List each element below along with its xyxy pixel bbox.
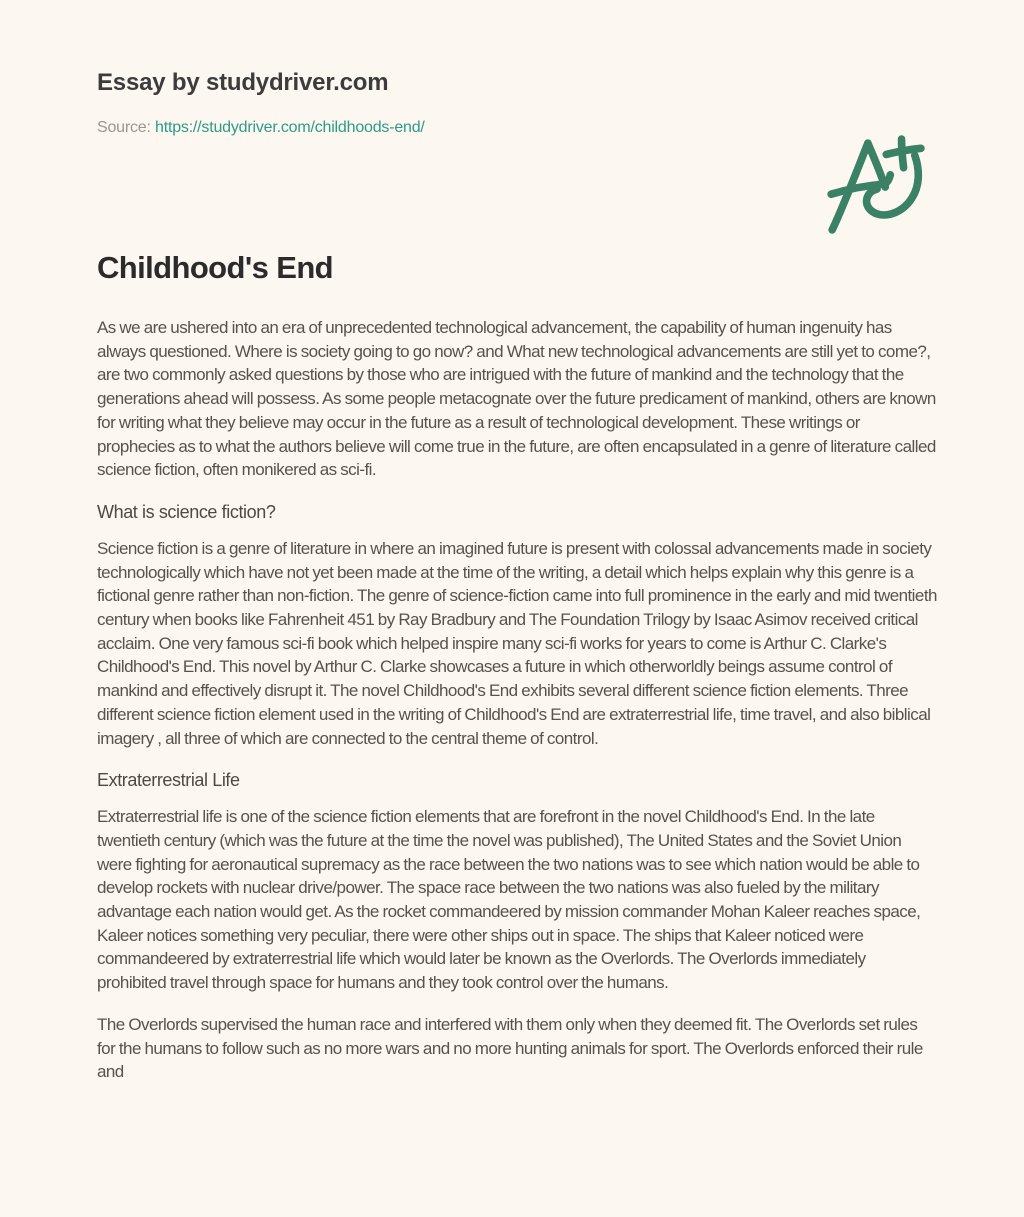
page-title: Essay by studydriver.com <box>97 69 389 96</box>
source-link[interactable]: https://studydriver.com/childhoods-end/ <box>155 119 425 136</box>
essay-title: Childhood's End <box>97 250 334 285</box>
essay-paragraph-overlords: The Overlords supervised the human race and interfered with them only when they deemed fit. The Overlords set rules for the humans to follow such as no more wars and no more hunting animals for sport. The Overlords enforced their rule and <box>97 1014 923 1082</box>
essay-paragraph-science-fiction: Science fiction is a genre of literature in where an imagined future is present with colossal advancements made in society technologically which have not yet been made at the time of the writing, a detail which helps explain why this genre is a fictional genre rather than non-fiction. The genre of science-fiction came into full prominence in the early and mid twentieth century when books like Fahrenheit 451 by Ray Bradbury and The Foundation Trilogy by Isaac Asimov received critical acclaim. One very famous sci-fi book which helped inspire many sci-fi works for years to come is Arthur C. Clarke's Childhood's End. This novel by Arthur C. Clarke showcases a future in which otherworldly beings assume control of mankind and effectively disrupt it. The novel Childhood's End exhibits several different science fiction elements. Three different science fiction element used in the writing of Childhood's End are extraterrestrial life, time travel, and also biblical imagery , all three of which are connected to the central theme of control. <box>97 538 937 748</box>
essay-paragraph-extraterrestrial-life: Extraterrestrial life is one of the science fiction elements that are forefront in the novel Childhood's End. In the late twentieth century (which was the future at the time the novel was published), The United States and the Soviet Union were fighting for aeronautical supremacy as the race between the two nations was to see which nation would be able to develop rockets with nuclear drive/power. The space race between the two nations was also fueled by the military advantage each nation would get. As the rocket commandeered by mission commander Mohan Kaleer reaches space, Kaleer notices something very peculiar, there were other ships out in space. The ships that Kaleer noticed were commandeered by extraterrestrial life which would later be known as the Overlords. The Overlords immediately prohibited travel through space for humans and they took control over the humans. <box>97 807 921 993</box>
essay-paragraph-intro: As we are ushered into an era of unprecedented technological advancement, the capability of human ingenuity has always questioned. Where is society going to go now? and What new technological advancements are still yet to come?, are two commonly asked questions by those who are intrigued with the future of mankind and the technology that the generations ahead will possess. As some people metacognate over the future predicament of mankind, others are known for writing what they believe may occur in the future as a result of technological development. These writings or prophecies as to what the authors believe will come true in the future, are often encapsulated in a genre of literature called science fiction, often monikered as sci-fi. <box>97 318 936 480</box>
source-line <box>97 118 937 138</box>
source-label: Source: <box>97 119 151 136</box>
essay-page <box>0 69 1024 1217</box>
section-heading-extraterrestrial-life: Extraterrestrial Life <box>97 770 240 791</box>
section-heading-what-is-science-fiction: What is science fiction? <box>97 501 276 522</box>
